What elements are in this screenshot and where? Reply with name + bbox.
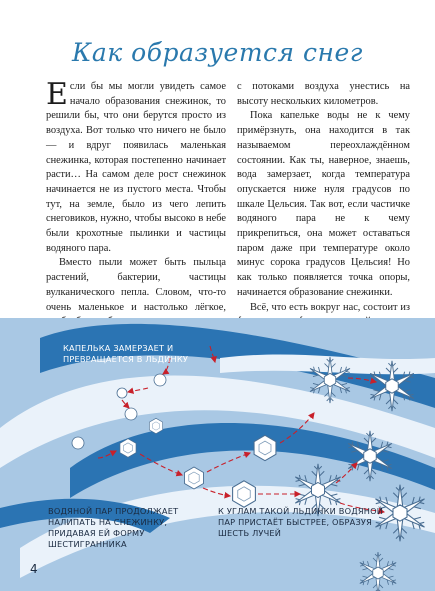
text-column-left	[46, 77, 226, 330]
drop-cap: Е	[46, 77, 68, 112]
page-title: Как образуется снег	[72, 38, 363, 67]
caption-droplet-freezes: КАПЕЛЬКА ЗАМЕРЗАЕТ И ПРЕВРАЩАЕТСЯ В ЛЬДИНКУ	[63, 343, 189, 364]
paragraph: с потоками воздуха унестись на высоту нескольких километров.	[237, 81, 410, 107]
paragraph: Вместо пыли может быть пыльца растений, бактерии, частицы вулканического пепла. Словом, что-то очень маленькое и настолько лёгкое,	[46, 257, 226, 313]
ice-droplet	[117, 388, 127, 398]
caption-hexagon-forms: ВОДЯНОЙ ПАР ПРОДОЛЖАЕТ НАЛИПАТЬ НА СНЕЖИНКУ, ПРИДАВАЯ ЕЙ ФОРМУ ШЕСТИГРАННИКА	[48, 506, 179, 549]
ice-droplet	[72, 437, 84, 449]
paragraph: Пока капельке воды не к чему примёрзнуть, она находится в так называемом переохлаждённом состоянии. Как ты, наверное, знаешь, вода замерзает, когда температура опускается ниже нуля градусов по шкале Цельсия. Так вот, если частичке водяного пара не к чему прикрепиться, она может оставаться паром даже при температуре около минус сорока градусов Цельсия! Но как только появляется точка опоры, начинается образование снежинки.	[237, 110, 410, 298]
ice-droplet	[125, 408, 137, 420]
text-column-right	[237, 80, 410, 330]
ice-droplet	[154, 374, 166, 386]
paragraph-text: Всё, что есть вокруг нас, состоит из	[250, 301, 410, 313]
paragraph-text: сли бы мы могли увидеть самое начало образования снежинок, то решили бы, что они берутся просто из воздуха. Вот только что ничего не было — и вдруг появилась маленькая снежинка, которая постепенно начинает расти… На самом деле рост снежинок начинается не из пустого места. Чтобы тут, на земле, было из чего лепить снеговиков, нужно, чтобы высоко в небе были крохотные пылинки и частицы водяного пара.	[46, 81, 226, 254]
caption-rays-form: К УГЛАМ ТАКОЙ ЛЬДИНКИ ВОДЯНОЙ ПАР ПРИСТАЁТ БЫСТРЕЕ, ОБРАЗУЯ ШЕСТЬ ЛУЧЕЙ	[218, 506, 384, 538]
page-number: 4	[30, 562, 38, 576]
paragraph	[46, 77, 226, 256]
